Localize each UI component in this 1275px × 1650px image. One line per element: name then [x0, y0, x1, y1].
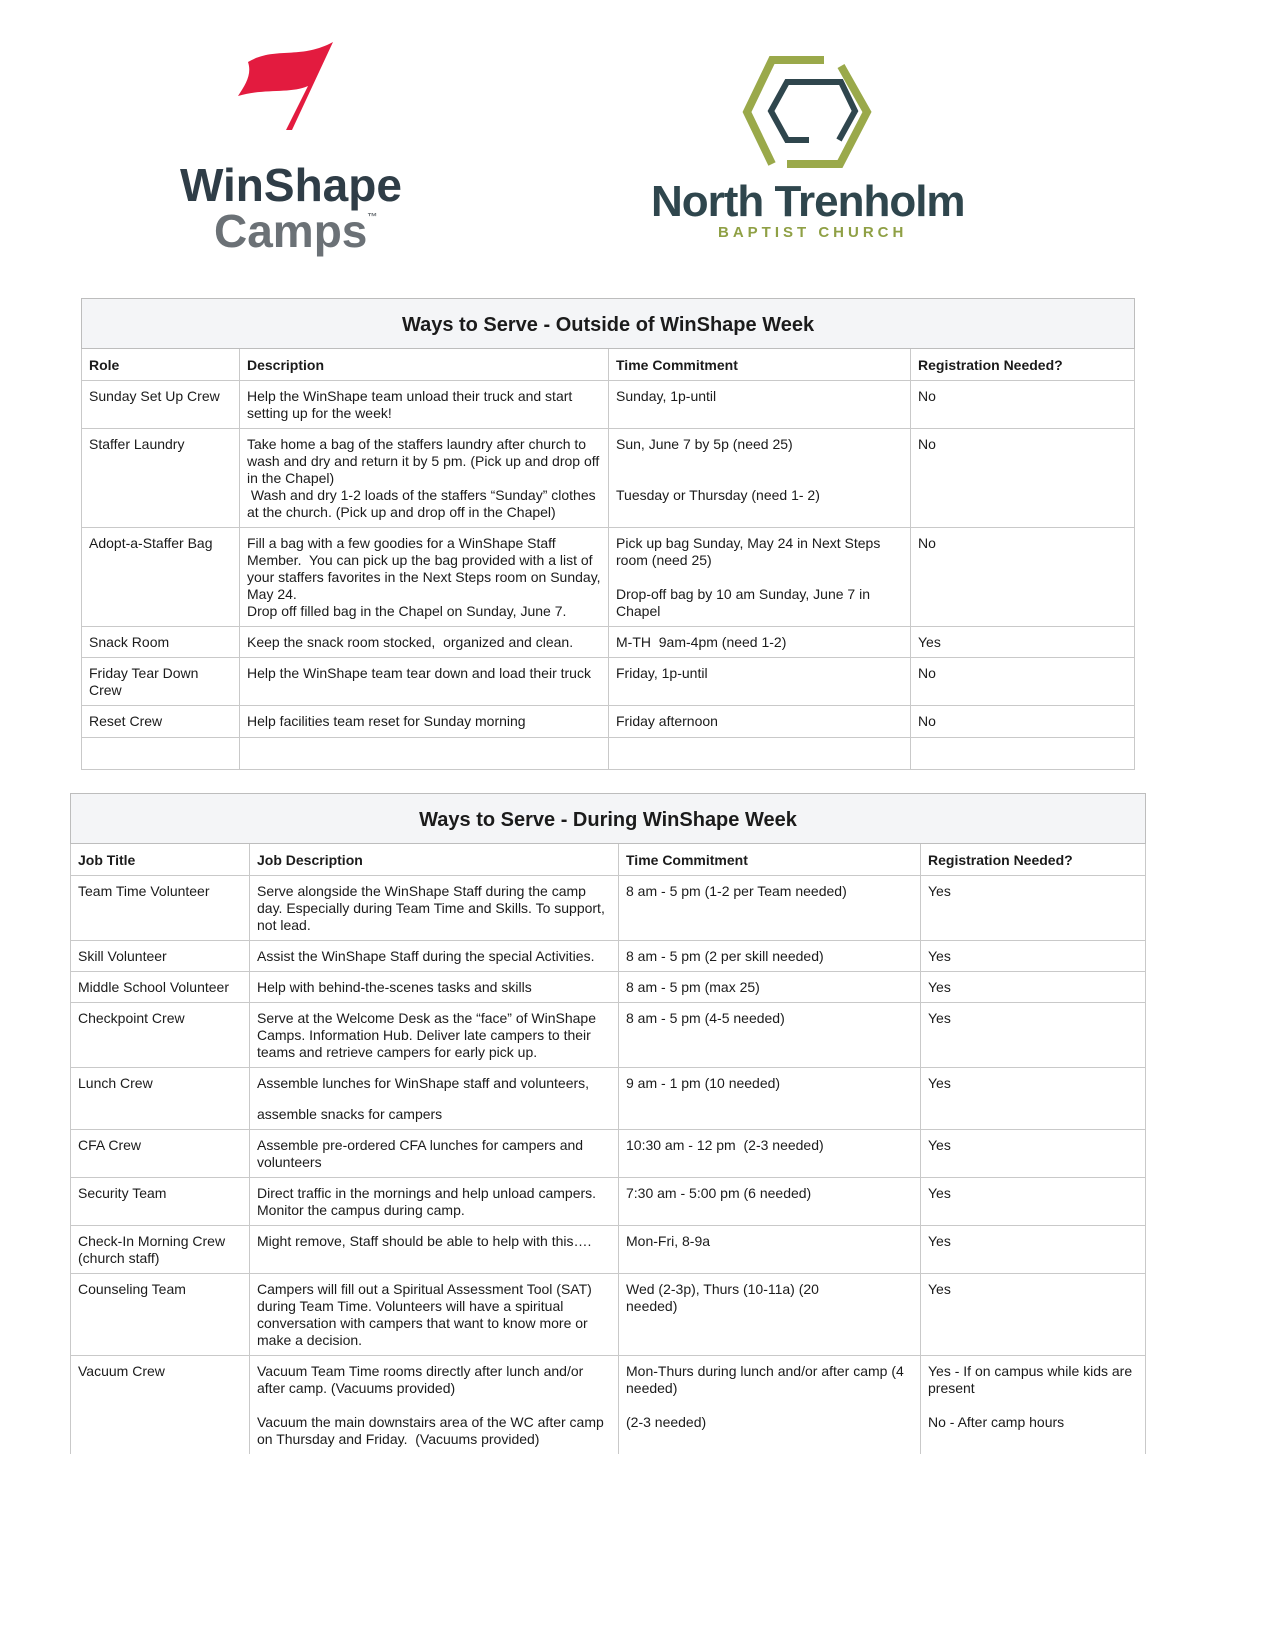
table-row — [71, 1356, 1146, 1455]
cell-job-title: Skill Volunteer — [71, 941, 250, 972]
trademark-symbol: ™ — [367, 212, 378, 223]
cell-description — [240, 627, 609, 658]
registration-text: Yes — [928, 948, 951, 964]
cell-registration — [921, 1068, 1146, 1130]
cell-time — [619, 1003, 921, 1068]
outside-week-table — [81, 298, 1135, 770]
cell-description — [240, 528, 609, 627]
table-row — [82, 528, 1135, 627]
cell-registration — [921, 1274, 1146, 1356]
registration-text: Yes — [928, 1010, 951, 1026]
cell-time — [609, 429, 911, 528]
table-row — [71, 1003, 1146, 1068]
header-time-commitment: Time Commitment — [609, 349, 911, 381]
time-text: 8 am - 5 pm (4-5 needed) — [626, 1010, 785, 1026]
cell-registration — [921, 1178, 1146, 1226]
cell-registration — [911, 381, 1135, 429]
table-row — [82, 658, 1135, 706]
cell-description — [250, 1274, 619, 1356]
registration-text: Yes — [928, 1075, 951, 1091]
cell-job-title: Lunch Crew — [71, 1068, 250, 1130]
registration-text: No — [918, 665, 936, 681]
cell-registration — [921, 941, 1146, 972]
time-text: 8 am - 5 pm (1-2 per Team needed) — [626, 883, 847, 899]
cell-registration — [911, 658, 1135, 706]
cell-registration — [911, 627, 1135, 658]
registration-text: Yes — [928, 979, 951, 995]
time-text: 7:30 am - 5:00 pm (6 needed) — [626, 1185, 812, 1201]
cell-job-title: Check-In Morning Crew (church staff) — [71, 1226, 250, 1274]
during-week-title: Ways to Serve - During WinShape Week — [71, 794, 1146, 844]
registration-text: No - After camp hours — [928, 1414, 1065, 1430]
header-registration: Registration Needed? — [911, 349, 1135, 381]
hexagon-outer — [747, 60, 867, 164]
cell-job-title: CFA Crew — [71, 1130, 250, 1178]
cell-time — [619, 972, 921, 1003]
cell-registration — [911, 738, 1135, 770]
cell-role: Sunday Set Up Crew — [82, 381, 240, 429]
north-trenholm-logo — [645, 52, 985, 252]
cell-description — [250, 876, 619, 941]
flag-shape — [238, 42, 333, 130]
time-text: Pick up bag Sunday, May 24 in Next Steps room (need 25) — [616, 535, 881, 568]
table-row — [82, 627, 1135, 658]
cell-description — [250, 1068, 619, 1130]
header-role: Role — [82, 349, 240, 381]
camps-wordmark — [214, 204, 377, 258]
cell-time — [619, 1178, 921, 1226]
table-row — [71, 1226, 1146, 1274]
cell-time — [619, 876, 921, 941]
time-text: 8 am - 5 pm (max 25) — [626, 979, 760, 995]
table-row — [71, 1274, 1146, 1356]
cell-registration — [911, 429, 1135, 528]
table-row — [71, 1178, 1146, 1226]
registration-text: No — [918, 388, 936, 404]
description-text: Might remove, Staff should be able to help with this…. — [257, 1233, 592, 1249]
time-text: (2-3 needed) — [626, 1414, 707, 1430]
time-text: 10:30 am - 12 pm (2-3 needed) — [626, 1137, 824, 1153]
winshape-wordmark: WinShape — [180, 159, 402, 211]
cell-description — [250, 1130, 619, 1178]
description-text: Take home a bag of the staffers laundry after church to wash and dry and return it by 5 pm. (Pick up and drop off in the Chapel) — [247, 436, 600, 486]
cell-time — [609, 738, 911, 770]
table-row — [71, 941, 1146, 972]
registration-text: No — [918, 535, 936, 551]
cell-time — [619, 1356, 921, 1455]
cell-registration — [911, 706, 1135, 738]
table-row — [71, 1130, 1146, 1178]
description-text: Direct traffic in the mornings and help unload campers. Monitor the campus during camp. — [257, 1185, 597, 1218]
description-text: Help the WinShape team unload their truck and start setting up for the week! — [247, 388, 573, 421]
cell-description — [240, 738, 609, 770]
description-text: Wash and dry 1-2 loads of the staffers “Sunday” clothes at the church. (Pick up and drop off in the Chapel) — [247, 487, 600, 520]
baptist-church-subtitle: BAPTIST CHURCH — [718, 224, 908, 241]
time-text: 8 am - 5 pm (2 per skill needed) — [626, 948, 824, 964]
cell-time — [609, 658, 911, 706]
hexagon-inner — [771, 82, 855, 140]
header-registration: Registration Needed? — [921, 844, 1146, 876]
time-text: M-TH 9am-4pm (need 1-2) — [616, 634, 787, 650]
cell-time — [609, 627, 911, 658]
flag-icon — [180, 38, 410, 138]
cell-role: Staffer Laundry — [82, 429, 240, 528]
winshape-camps-logo — [180, 38, 410, 268]
cell-job-title: Team Time Volunteer — [71, 876, 250, 941]
header-job-description: Job Description — [250, 844, 619, 876]
cell-time — [609, 381, 911, 429]
cell-description — [250, 1226, 619, 1274]
cell-time — [609, 706, 911, 738]
description-text: Vacuum Team Time rooms directly after lunch and/or after camp. (Vacuums provided) — [257, 1363, 584, 1396]
registration-text: Yes — [918, 634, 941, 650]
cell-description — [240, 429, 609, 528]
cell-registration — [921, 1356, 1146, 1455]
description-text: Help the WinShape team tear down and load their truck — [247, 665, 591, 681]
description-text: Fill a bag with a few goodies for a WinShape Staff Member. You can pick up the bag provided with a list of your staffers favorites in the Next Steps room on Sunday, May 24. — [247, 535, 605, 602]
table-row — [82, 706, 1135, 738]
cell-role: Adopt-a-Staffer Bag — [82, 528, 240, 627]
cell-time — [619, 1068, 921, 1130]
empty-table-row — [82, 738, 1135, 770]
description-text: assemble snacks for campers — [257, 1106, 443, 1122]
during-week-table — [70, 793, 1146, 1454]
time-text: Mon-Fri, 8-9a — [626, 1233, 711, 1249]
cell-registration — [921, 1226, 1146, 1274]
time-text: Friday afternoon — [616, 713, 718, 729]
cell-role: Reset Crew — [82, 706, 240, 738]
cell-description — [250, 941, 619, 972]
registration-text: No — [918, 713, 936, 729]
table-row — [82, 429, 1135, 528]
cell-time — [619, 941, 921, 972]
outside-week-title: Ways to Serve - Outside of WinShape Week — [82, 299, 1135, 349]
cell-time — [609, 528, 911, 627]
north-trenholm-wordmark: North Trenholm — [651, 177, 965, 226]
header-time-commitment: Time Commitment — [619, 844, 921, 876]
description-text: Assemble lunches for WinShape staff and volunteers, — [257, 1075, 590, 1091]
time-text: Tuesday or Thursday (need 1- 2) — [616, 487, 820, 503]
description-text: Vacuum the main downstairs area of the WC after camp on Thursday and Friday. (Vacuums provided) — [257, 1414, 608, 1447]
description-text: Serve at the Welcome Desk as the “face” of WinShape Camps. Information Hub. Deliver late campers to their teams and retrieve campers for early pick up. — [257, 1010, 597, 1060]
time-text: Sunday, 1p-until — [616, 388, 717, 404]
description-text: Campers will fill out a Spiritual Assessment Tool (SAT) during Team Time. Volunteers will have a spiritual conversation with campers that want to know more or make a decision. — [257, 1281, 592, 1348]
cell-description — [240, 658, 609, 706]
time-text: Friday, 1p-until — [616, 665, 708, 681]
cell-time — [619, 1226, 921, 1274]
cell-role — [82, 738, 240, 770]
cell-registration — [921, 972, 1146, 1003]
table-header-row — [82, 349, 1135, 381]
camps-text: Camps — [214, 205, 368, 257]
cell-registration — [921, 876, 1146, 941]
registration-text: Yes — [928, 1137, 951, 1153]
description-text: Drop off filled bag in the Chapel on Sunday, June 7. — [247, 603, 567, 619]
registration-text: No — [918, 436, 936, 452]
time-text: 9 am - 1 pm (10 needed) — [626, 1075, 781, 1091]
cell-description — [250, 1003, 619, 1068]
table-header-row — [71, 844, 1146, 876]
cell-description — [250, 1356, 619, 1455]
table-row — [71, 876, 1146, 941]
description-text: Keep the snack room stocked, organized and clean. — [247, 634, 574, 650]
hexagon-icon — [645, 52, 985, 177]
registration-text: Yes - If on campus while kids are present — [928, 1363, 1133, 1396]
cell-description — [250, 972, 619, 1003]
cell-description — [250, 1178, 619, 1226]
table-row — [82, 381, 1135, 429]
cell-job-title: Security Team — [71, 1178, 250, 1226]
cell-registration — [921, 1130, 1146, 1178]
cell-role: Friday Tear Down Crew — [82, 658, 240, 706]
description-text: Help with behind-the-scenes tasks and skills — [257, 979, 532, 995]
table-row — [71, 1068, 1146, 1130]
description-text: Serve alongside the WinShape Staff during the camp day. Especially during Team Time and Skills. To support, not lead. — [257, 883, 605, 933]
cell-job-title: Middle School Volunteer — [71, 972, 250, 1003]
cell-time — [619, 1274, 921, 1356]
registration-text: Yes — [928, 1185, 951, 1201]
registration-text: Yes — [928, 1281, 951, 1297]
table-row — [71, 972, 1146, 1003]
cell-description — [240, 381, 609, 429]
time-text: Wed (2-3p), Thurs (10-11a) (20 needed) — [626, 1281, 819, 1314]
cell-job-title: Checkpoint Crew — [71, 1003, 250, 1068]
registration-text: Yes — [928, 883, 951, 899]
description-text: Assemble pre-ordered CFA lunches for campers and volunteers — [257, 1137, 584, 1170]
time-text: Mon-Thurs during lunch and/or after camp (4 needed) — [626, 1363, 904, 1396]
cell-role: Snack Room — [82, 627, 240, 658]
description-text: Help facilities team reset for Sunday morning — [247, 713, 526, 729]
time-text: Sun, June 7 by 5p (need 25) — [616, 436, 793, 452]
registration-text: Yes — [928, 1233, 951, 1249]
header-description: Description — [240, 349, 609, 381]
description-text: Assist the WinShape Staff during the special Activities. — [257, 948, 595, 964]
cell-job-title: Counseling Team — [71, 1274, 250, 1356]
cell-time — [619, 1130, 921, 1178]
header-job-title: Job Title — [71, 844, 250, 876]
cell-registration — [921, 1003, 1146, 1068]
cell-description — [240, 706, 609, 738]
cell-job-title: Vacuum Crew — [71, 1356, 250, 1455]
time-text: Drop-off bag by 10 am Sunday, June 7 in Chapel — [616, 586, 870, 619]
cell-registration — [911, 528, 1135, 627]
